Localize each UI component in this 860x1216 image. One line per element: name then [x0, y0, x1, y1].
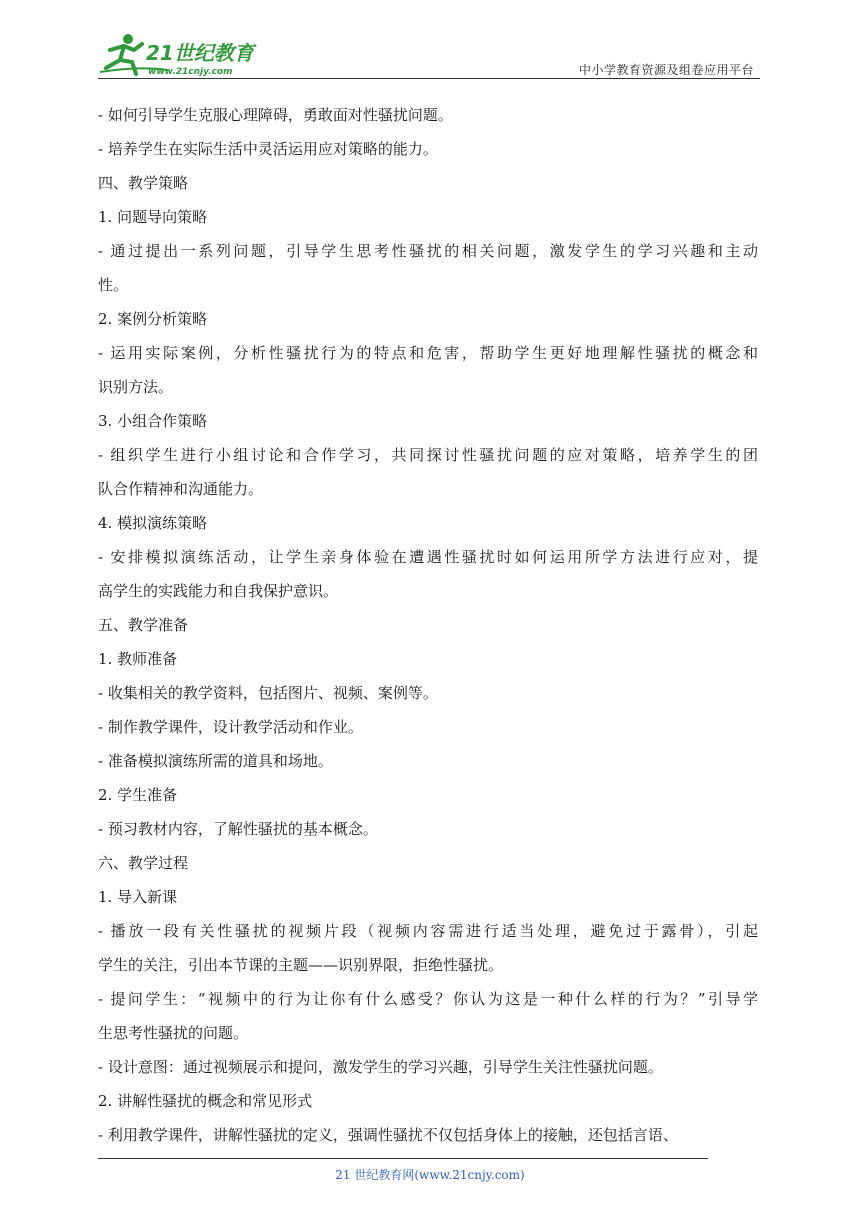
text-line: - 收集相关的教学资料，包括图片、视频、案例等。 — [98, 684, 438, 702]
paragraph — [98, 234, 758, 302]
footer-divider — [98, 1158, 708, 1159]
subheading: 2. 学生准备 — [98, 786, 178, 804]
subheading: 2. 讲解性骚扰的概念和常见形式 — [98, 1092, 313, 1110]
paragraph — [98, 914, 758, 982]
footer-link[interactable]: 21 世纪教育网(www.21cnjy.com) — [335, 1168, 525, 1182]
text-line: - 提问学生：“视频中的行为让你有什么感受？你认为这是一种什么样的行为？”引导学 — [98, 990, 758, 1008]
text-line: 学生的关注，引出本节课的主题——识别界限，拒绝性骚扰。 — [98, 956, 504, 974]
text-line: - 如何引导学生克服心理障碍，勇敢面对性骚扰问题。 — [98, 106, 453, 124]
subheading: 1. 问题导向策略 — [98, 208, 208, 226]
text-line: - 安排模拟演练活动，让学生亲身体验在遭遇性骚扰时如何运用所学方法进行应对，提 — [98, 548, 758, 566]
subheading: 1. 导入新课 — [98, 888, 178, 906]
text-line: 生思考性骚扰的问题。 — [98, 1024, 249, 1042]
text-line: - 准备模拟演练所需的道具和场地。 — [98, 752, 333, 770]
paragraph — [98, 438, 758, 506]
document-body — [98, 98, 758, 1152]
text-line: - 运用实际案例，分析性骚扰行为的特点和危害，帮助学生更好地理解性骚扰的概念和 — [98, 344, 758, 362]
paragraph — [98, 982, 758, 1050]
text-line: - 播放一段有关性骚扰的视频片段（视频内容需进行适当处理，避免过于露骨），引起 — [98, 922, 758, 940]
subheading: 2. 案例分析策略 — [98, 310, 208, 328]
text-line: - 组织学生进行小组讨论和合作学习，共同探讨性骚扰问题的应对策略，培养学生的团 — [98, 446, 758, 464]
platform-label: 中小学教育资源及组卷应用平台 — [578, 63, 754, 77]
text-line: - 通过提出一系列问题，引导学生思考性骚扰的相关问题，激发学生的学习兴趣和主动 — [98, 242, 758, 260]
logo-url: www.21cnjy.com — [148, 67, 233, 77]
section-heading: 五、教学准备 — [98, 616, 189, 634]
text-line: 队合作精神和沟通能力。 — [98, 480, 264, 498]
logo-text: 21世纪教育 — [146, 41, 254, 65]
subheading: 3. 小组合作策略 — [98, 412, 208, 430]
text-line: 高学生的实践能力和自我保护意识。 — [98, 582, 339, 600]
text-line: - 预习教材内容，了解性骚扰的基本概念。 — [98, 820, 378, 838]
subheading: 1. 教师准备 — [98, 650, 178, 668]
paragraph — [98, 540, 758, 608]
text-line: - 制作教学课件，设计教学活动和作业。 — [98, 718, 363, 736]
text-line: 性。 — [98, 276, 129, 294]
page-header — [98, 30, 758, 80]
logo — [98, 30, 268, 78]
text-line: - 设计意图：通过视频展示和提问，激发学生的学习兴趣，引导学生关注性骚扰问题。 — [98, 1058, 663, 1076]
text-line: 识别方法。 — [98, 378, 174, 396]
paragraph — [98, 336, 758, 404]
subheading: 4. 模拟演练策略 — [98, 514, 208, 532]
header-divider — [98, 78, 760, 79]
section-heading: 六、教学过程 — [98, 854, 189, 872]
text-line: - 利用教学课件，讲解性骚扰的定义，强调性骚扰不仅包括身体上的接触，还包括言语、 — [98, 1126, 678, 1144]
section-heading: 四、教学策略 — [98, 174, 189, 192]
text-line: - 培养学生在实际生活中灵活运用应对策略的能力。 — [98, 140, 438, 158]
